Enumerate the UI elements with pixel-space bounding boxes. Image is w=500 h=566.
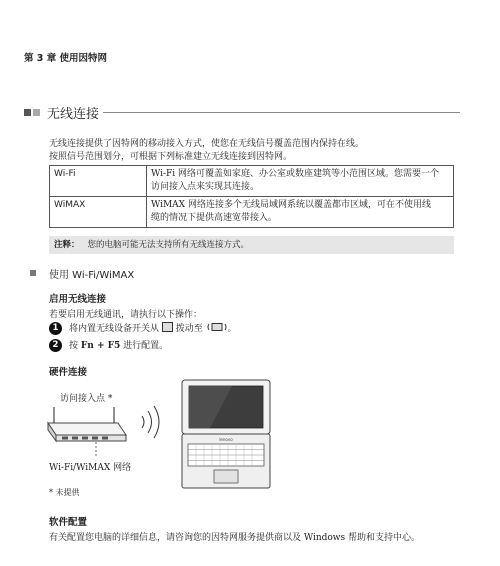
step-1-pre: 将内置无线设备开关从 — [69, 324, 160, 334]
table-desc-line: 缆的情况下提供高速宽带接入。 — [151, 213, 278, 223]
step-number-1: 1 — [49, 322, 62, 335]
chapter-header: 第 3 章 使用因特网 — [24, 53, 108, 64]
subsection-title: 使用 Wi-Fi/WiMAX — [49, 270, 135, 281]
title-square-light — [33, 109, 40, 116]
step-1-post: 。 — [227, 324, 237, 334]
step-2-post: 进行配置。 — [123, 341, 169, 351]
software-desc: 有关配置您电脑的详细信息，请咨询您的因特网服务提供商以及 Windows 帮助和支持中心。 — [49, 533, 420, 543]
step-1 — [69, 322, 237, 336]
note-label: 注释： — [54, 240, 80, 250]
table-key-wifi: Wi-Fi — [50, 166, 147, 197]
switch-off-icon — [162, 322, 173, 332]
table-key-wimax: WiMAX — [50, 197, 147, 228]
section-title — [24, 103, 460, 121]
access-point-label: 访问接入点 * — [60, 394, 113, 404]
laptop-illustration — [180, 378, 272, 490]
hardware-title: 硬件连接 — [49, 367, 88, 378]
title-square-dark — [24, 109, 31, 116]
note-box — [49, 236, 454, 254]
table-desc-wifi — [147, 166, 454, 197]
laptop-brand: lenovo — [219, 437, 233, 442]
software-title: 软件配置 — [49, 517, 88, 528]
step-1-mid: 拨动至 — [175, 324, 203, 334]
table-desc-line: Wi-Fi 网络可覆盖如家庭、办公室或数座建筑等小范围区域。您需要一个 — [151, 169, 439, 179]
enable-desc: 若要启用无线通讯，请执行以下操作： — [49, 310, 203, 320]
subsection-bullet — [30, 270, 36, 276]
enable-title: 启用无线连接 — [49, 294, 107, 305]
table-row — [50, 166, 454, 197]
network-label: Wi-Fi/WiMAX 网络 — [49, 463, 132, 473]
section-title-text: 无线连接 — [47, 106, 100, 122]
table-row — [50, 197, 454, 228]
intro-line-2: 按照信号范围划分，可根据下列标准建立无线连接到因特网。 — [49, 152, 293, 162]
intro-line-1: 无线连接提供了因特网的移动接入方式，使您在无线信号覆盖范围内保持在线。 — [49, 139, 365, 149]
footnote: * 未提供 — [49, 488, 80, 497]
step-number-2: 2 — [49, 339, 62, 352]
table-desc-line: 访问接入点来实现其连接。 — [151, 182, 260, 192]
note-text: 您的电脑可能无法支持所有无线连接方式。 — [87, 240, 250, 250]
connection-types-table — [49, 165, 454, 228]
router-illustration — [44, 405, 134, 460]
laptop-touchpad — [214, 470, 238, 483]
switch-on-icon — [206, 322, 228, 332]
step-2-pre: 按 — [69, 341, 79, 351]
table-desc-line: WiMAX 网络连接多个无线局域网系统以覆盖都市区域，可在不使用线 — [151, 200, 431, 210]
step-2-keys: Fn + F5 — [80, 341, 121, 351]
wireless-signal-icon — [138, 402, 170, 442]
step-2 — [69, 339, 168, 353]
title-rule — [103, 112, 460, 113]
table-desc-wimax — [147, 197, 454, 228]
